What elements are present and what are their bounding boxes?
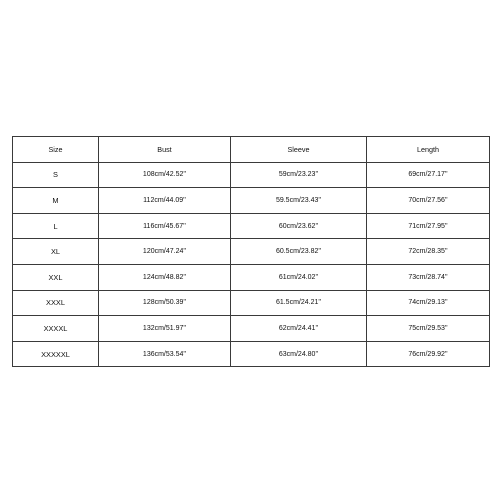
sleeve-cell: 63cm/24.80'' [231, 341, 367, 367]
table-row [13, 188, 490, 214]
sleeve-cell: 60.5cm/23.82'' [231, 239, 367, 265]
table-row [13, 162, 490, 188]
length-cell: 76cm/29.92'' [367, 341, 490, 367]
table-row [13, 341, 490, 367]
table-row [13, 213, 490, 239]
header-sleeve: Sleeve [231, 137, 367, 163]
header-length: Length [367, 137, 490, 163]
length-cell: 73cm/28.74'' [367, 264, 490, 290]
size-cell: XXL [13, 264, 99, 290]
header-bust: Bust [99, 137, 231, 163]
size-cell: S [13, 162, 99, 188]
size-cell: XXXXL [13, 316, 99, 342]
bust-cell: 108cm/42.52'' [99, 162, 231, 188]
table-row [13, 239, 490, 265]
sleeve-cell: 59.5cm/23.43'' [231, 188, 367, 214]
table-row [13, 290, 490, 316]
size-chart-table [12, 136, 490, 367]
size-cell: XXXL [13, 290, 99, 316]
length-cell: 71cm/27.95'' [367, 213, 490, 239]
length-cell: 70cm/27.56'' [367, 188, 490, 214]
sleeve-cell: 61.5cm/24.21'' [231, 290, 367, 316]
size-cell: L [13, 213, 99, 239]
length-cell: 74cm/29.13'' [367, 290, 490, 316]
bust-cell: 112cm/44.09'' [99, 188, 231, 214]
sleeve-cell: 60cm/23.62'' [231, 213, 367, 239]
bust-cell: 120cm/47.24'' [99, 239, 231, 265]
size-cell: M [13, 188, 99, 214]
table-row [13, 316, 490, 342]
size-cell: XL [13, 239, 99, 265]
length-cell: 75cm/29.53'' [367, 316, 490, 342]
bust-cell: 124cm/48.82'' [99, 264, 231, 290]
bust-cell: 116cm/45.67'' [99, 213, 231, 239]
sleeve-cell: 62cm/24.41'' [231, 316, 367, 342]
sleeve-cell: 61cm/24.02'' [231, 264, 367, 290]
length-cell: 69cm/27.17'' [367, 162, 490, 188]
bust-cell: 132cm/51.97'' [99, 316, 231, 342]
sleeve-cell: 59cm/23.23'' [231, 162, 367, 188]
bust-cell: 136cm/53.54'' [99, 341, 231, 367]
table-row [13, 264, 490, 290]
length-cell: 72cm/28.35'' [367, 239, 490, 265]
table-header-row [13, 137, 490, 163]
size-cell: XXXXXL [13, 341, 99, 367]
bust-cell: 128cm/50.39'' [99, 290, 231, 316]
header-size: Size [13, 137, 99, 163]
